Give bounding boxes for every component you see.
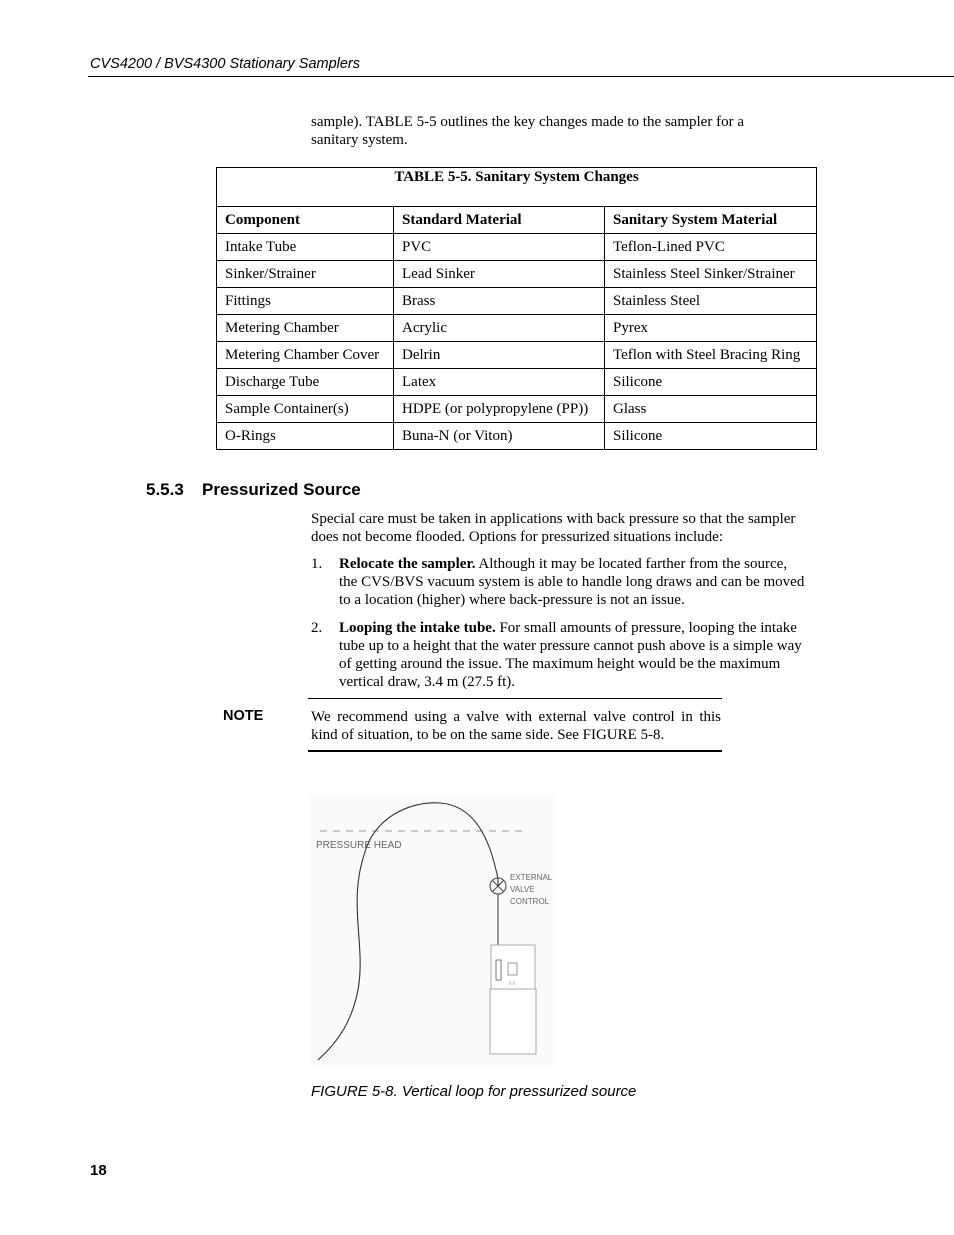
table-row	[217, 234, 817, 261]
list-item-text: Although it may be located farther from the source, the CVS/BVS vacuum system is able to handle long draws and can be moved to a location (higher) where back-pressure is not an issue.	[339, 556, 805, 608]
table-cell: Acrylic	[394, 315, 605, 342]
table-cell: Latex	[394, 369, 605, 396]
list-item-lead: Looping the intake tube.	[339, 620, 496, 636]
column-header: Standard Material	[394, 207, 605, 234]
table-cell: Sample Container(s)	[217, 396, 394, 423]
intro-paragraph: sample). TABLE 5-5 outlines the key changes made to the sampler for a sanitary system.	[311, 114, 744, 148]
table-cell: Stainless Steel Sinker/Strainer	[605, 261, 817, 288]
sampler-lower-box	[490, 989, 536, 1054]
list-item	[311, 555, 811, 611]
note-label: NOTE	[223, 708, 264, 724]
table-row	[217, 396, 817, 423]
valve-label-line3: CONTROL	[510, 897, 550, 906]
table-cell: Metering Chamber	[217, 315, 394, 342]
table-cell: Silicone	[605, 423, 817, 450]
table-cell: Brass	[394, 288, 605, 315]
pressure-head-label: PRESSURE HEAD	[316, 840, 402, 851]
table-cell: Teflon-Lined PVC	[605, 234, 817, 261]
column-header: Component	[217, 207, 394, 234]
table-cell: Sinker/Strainer	[217, 261, 394, 288]
table-row	[217, 423, 817, 450]
section-number: 5.5.3	[146, 480, 184, 499]
section-title: Pressurized Source	[202, 480, 361, 499]
table-cell: Discharge Tube	[217, 369, 394, 396]
table-row	[217, 288, 817, 315]
table-cell: PVC	[394, 234, 605, 261]
table-row	[217, 261, 817, 288]
sampler-upper-box	[491, 945, 535, 989]
list-item	[311, 619, 811, 691]
vertical-loop-figure	[310, 795, 555, 1065]
table-cell: Teflon with Steel Bracing Ring	[605, 342, 817, 369]
table-cell: Stainless Steel	[605, 288, 817, 315]
table-cell: Buna-N (or Viton)	[394, 423, 605, 450]
table-row	[217, 342, 817, 369]
table-cell: Delrin	[394, 342, 605, 369]
valve-label-line2: VALVE	[510, 885, 535, 894]
page-number: 18	[90, 1162, 107, 1179]
note-text: We recommend using a valve with external valve control in this kind of situation, to be on the same side. See FIGURE 5-8.	[311, 709, 721, 743]
table-cell: HDPE (or polypropylene (PP))	[394, 396, 605, 423]
table-cell: Pyrex	[605, 315, 817, 342]
table-cell: Intake Tube	[217, 234, 394, 261]
table-cell: Lead Sinker	[394, 261, 605, 288]
section-heading	[146, 480, 361, 500]
sanitary-changes-table	[216, 167, 817, 450]
section-paragraph: Special care must be taken in applications with back pressure so that the sampler does not become flooded. Options for pressurized situations include:	[311, 511, 796, 545]
list-number: 2.	[311, 620, 323, 636]
table-row	[217, 369, 817, 396]
list-item-text: For small amounts of pressure, looping the intake tube up to a height that the water pressure cannot push above is a simple way of getting around the issue. The maximum height would be the maximum vertical draw, 3.4 m (27.5 ft).	[339, 620, 802, 690]
list-item-lead: Relocate the sampler.	[339, 556, 476, 572]
valve-label-line1: EXTERNAL	[510, 873, 553, 882]
table-caption: TABLE 5-5. Sanitary System Changes	[217, 168, 817, 207]
list-number: 1.	[311, 556, 323, 572]
header-rule	[88, 76, 954, 77]
note-bottom-rule	[308, 750, 722, 752]
table-header-row	[217, 207, 817, 234]
table-cell: Fittings	[217, 288, 394, 315]
table-row	[217, 315, 817, 342]
running-header: CVS4200 / BVS4300 Stationary Samplers	[90, 56, 361, 72]
note-top-rule	[308, 698, 722, 699]
figure-caption: FIGURE 5-8. Vertical loop for pressurized source	[311, 1083, 637, 1100]
column-header: Sanitary System Material	[605, 207, 817, 234]
table-cell: Silicone	[605, 369, 817, 396]
table-cell: Glass	[605, 396, 817, 423]
table-cell: O-Rings	[217, 423, 394, 450]
table-cell: Metering Chamber Cover	[217, 342, 394, 369]
